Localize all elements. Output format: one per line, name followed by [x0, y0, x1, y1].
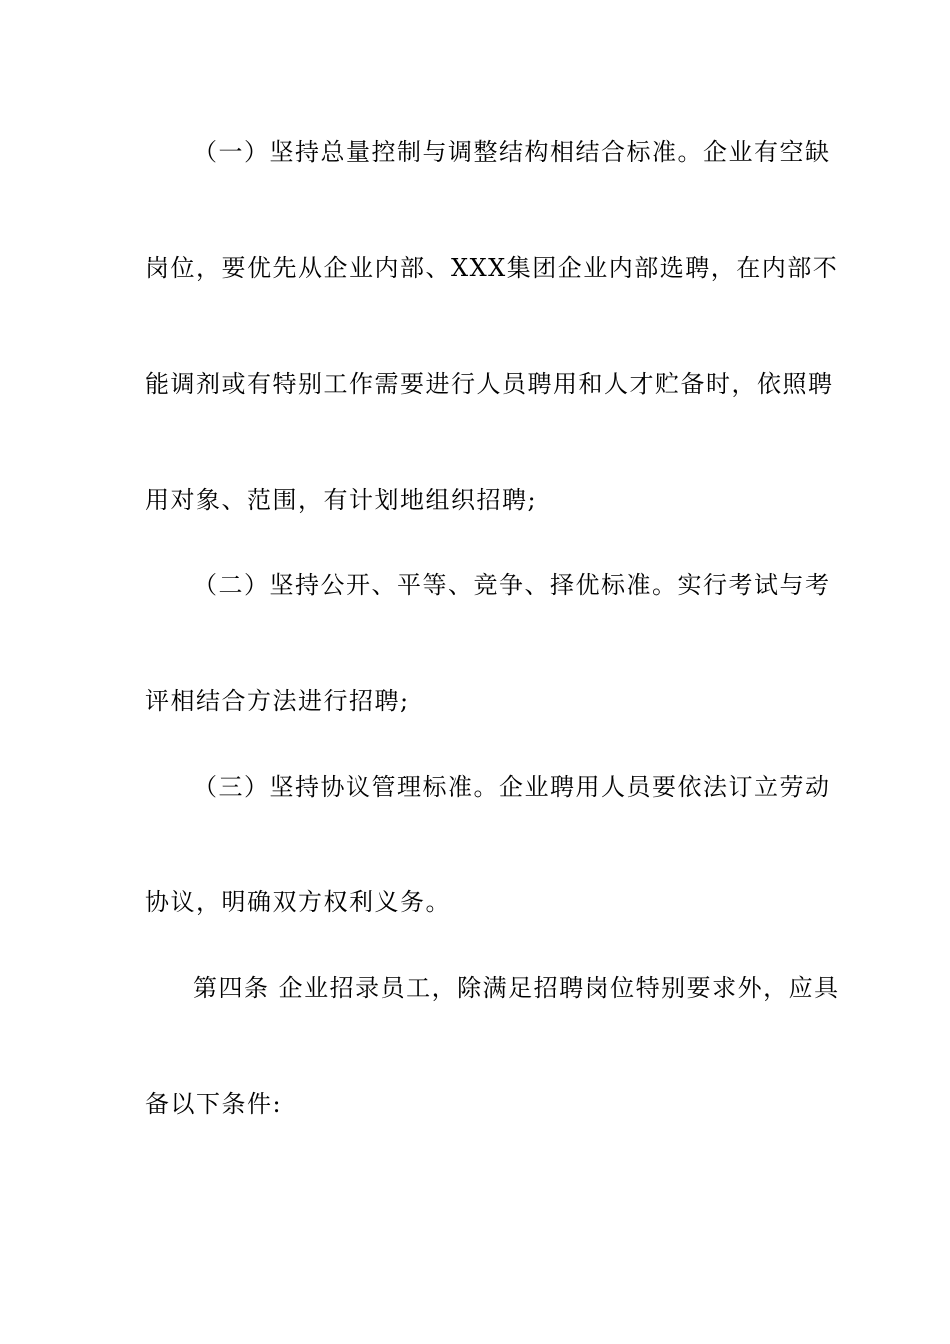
text-line: （三）坚持协议管理标准。企业聘用人员要依法订立劳动 — [193, 773, 831, 801]
text-line: 协议，明确双方权利义务。 — [145, 888, 451, 916]
text-line: 评相结合方法进行招聘; — [145, 687, 410, 715]
text-line: 能调剂或有特别工作需要进行人员聘用和人才贮备时，依照聘 — [145, 370, 834, 398]
text-line: 用对象、范围，有计划地组织招聘; — [145, 486, 538, 514]
text-line: 备以下条件: — [145, 1090, 283, 1118]
text-line: （一）坚持总量控制与调整结构相结合标准。企业有空缺 — [193, 138, 831, 166]
text-line: 岗位，要优先从企业内部、XXX集团企业内部选聘，在内部不 — [145, 254, 839, 282]
text-line: 第四条 企业招录员工，除满足招聘岗位特别要求外，应具 — [193, 974, 840, 1002]
text-line: （二）坚持公开、平等、竞争、择优标准。实行考试与考 — [193, 571, 831, 599]
